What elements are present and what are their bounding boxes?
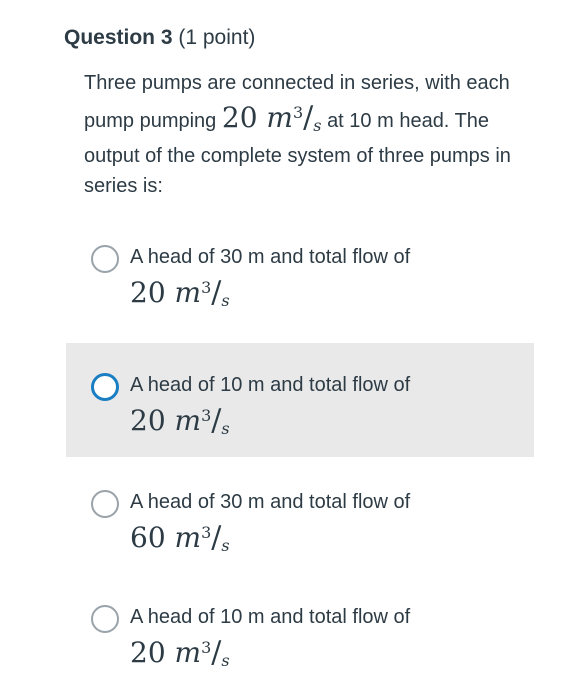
math-denominator: s bbox=[221, 651, 230, 670]
math-slash: / bbox=[211, 275, 222, 310]
answer-flow-expression bbox=[130, 520, 230, 555]
math-variable: m bbox=[174, 521, 202, 554]
radio-button[interactable] bbox=[91, 605, 119, 633]
answer-label: A head of 30 m and total flow of bbox=[130, 246, 411, 268]
math-denominator: s bbox=[221, 291, 230, 310]
math-exponent: 3 bbox=[201, 523, 212, 542]
math-denominator: s bbox=[221, 536, 230, 555]
question-text bbox=[84, 68, 544, 201]
math-slash: / bbox=[211, 635, 222, 670]
math-denominator: s bbox=[221, 419, 230, 438]
math-variable: m bbox=[174, 276, 202, 309]
answer-option-4[interactable] bbox=[66, 575, 534, 689]
answer-label: A head of 10 m and total flow of bbox=[130, 374, 411, 396]
answer-flow-expression bbox=[130, 403, 230, 438]
answer-flow-expression bbox=[130, 275, 230, 310]
math-number: 20 bbox=[130, 404, 166, 437]
math-variable: m bbox=[174, 404, 202, 437]
question-title: Question 3 bbox=[64, 26, 173, 49]
answer-label: A head of 10 m and total flow of bbox=[130, 606, 411, 628]
math-exponent: 3 bbox=[201, 638, 212, 657]
answer-option-1[interactable] bbox=[66, 215, 534, 329]
math-exponent: 3 bbox=[292, 103, 304, 122]
question-points: (1 point) bbox=[178, 26, 256, 49]
math-exponent: 3 bbox=[201, 406, 212, 425]
question-text-after: at 10 m head. The output of the complete system of three pumps in series is: bbox=[84, 110, 511, 197]
math-number: 20 bbox=[221, 101, 258, 134]
math-exponent: 3 bbox=[201, 278, 212, 297]
math-number: 60 bbox=[130, 521, 166, 554]
math-slash: / bbox=[303, 100, 314, 135]
question-flow-expression bbox=[222, 101, 322, 134]
math-number: 20 bbox=[130, 276, 166, 309]
answer-option-3[interactable] bbox=[66, 460, 534, 574]
question-header bbox=[64, 24, 255, 52]
math-slash: / bbox=[211, 520, 222, 555]
answer-flow-expression bbox=[130, 635, 230, 670]
math-variable: m bbox=[174, 636, 202, 669]
radio-button[interactable] bbox=[91, 245, 119, 273]
radio-button[interactable] bbox=[91, 490, 119, 518]
answer-label: A head of 30 m and total flow of bbox=[130, 491, 411, 513]
math-number: 20 bbox=[130, 636, 166, 669]
question-text-before: Three pumps are connected in series, with each pump pumping bbox=[84, 72, 510, 132]
math-slash: / bbox=[211, 403, 222, 438]
radio-button[interactable] bbox=[91, 373, 119, 401]
math-denominator: s bbox=[313, 116, 322, 135]
answer-option-2[interactable] bbox=[66, 343, 534, 457]
math-variable: m bbox=[266, 101, 293, 134]
